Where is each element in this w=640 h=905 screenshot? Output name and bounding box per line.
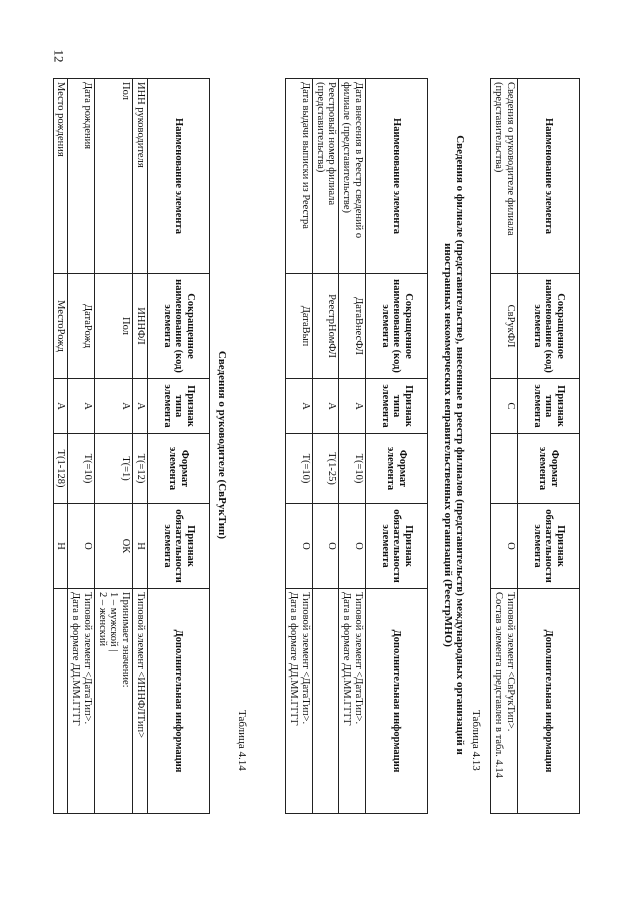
cell-format: T(=10) (286, 434, 313, 504)
cell-format: T(=10) (68, 434, 95, 504)
cell-required: О (313, 504, 340, 589)
cell-required: О (68, 504, 95, 589)
info-line: 2 – женский (96, 592, 108, 647)
col-header-type: Признак типа элемента (366, 379, 428, 434)
cell-code: ИННФЛ (133, 274, 148, 379)
col-header-required: Признак обязательности элемента (518, 504, 580, 589)
cell-name: Дата выдачи выписки из Реестра (286, 79, 313, 274)
cell-format: T(=1) (95, 434, 133, 504)
col-header-info: Дополнительная информация (148, 589, 210, 814)
cell-type: А (95, 379, 133, 434)
col-header-required: Признак обязательности элемента (366, 504, 428, 589)
table-row (95, 79, 133, 814)
cell-info (133, 589, 148, 814)
cell-info (95, 589, 133, 814)
cell-info (313, 589, 340, 814)
table-row (286, 79, 313, 814)
cell-format (491, 434, 518, 504)
cell-code: Пол (95, 274, 133, 379)
cell-info (491, 589, 518, 814)
table-header-row (366, 79, 428, 814)
table-header-row (148, 79, 210, 814)
col-header-format: Формат элемента (366, 434, 428, 504)
col-header-name: Наименование элемента (518, 79, 580, 274)
section-title-line: Сведения о филиале (представительстве), внесенные в реестр филиалов (представительств) международных организаций и (454, 135, 466, 755)
cell-format: T(1-128) (53, 434, 68, 504)
cell-type: А (313, 379, 340, 434)
cell-type: А (53, 379, 68, 434)
table-head-of-branch (491, 78, 581, 814)
info-line: Дата в формате ДД.ММ.ГГГГ (288, 592, 300, 726)
info-line: Типовой элемент <ДатаТип>. (82, 592, 93, 725)
cell-type: А (286, 379, 313, 434)
landscape-content (40, 40, 600, 850)
col-header-name: Наименование элемента (148, 79, 210, 274)
section-title-head: Сведения о руководителе (СвРукТип) (216, 350, 228, 540)
info-line: 1 – мужской | (108, 592, 120, 652)
cell-name: Место рождения (53, 79, 68, 274)
info-line: Дата в формате ДД.ММ.ГГГГ (70, 592, 82, 726)
cell-code: ДатаВып (286, 274, 313, 379)
col-header-info: Дополнительная информация (518, 589, 580, 814)
cell-required: О (491, 504, 518, 589)
cell-type: С (491, 379, 518, 434)
info-line: Типовой элемент <ДатаТип>. (300, 592, 311, 725)
cell-code: ДатаРожд (68, 274, 95, 379)
cell-code: ДатаВнесФЛ (339, 274, 366, 379)
table-registry-mno (286, 78, 429, 814)
cell-required: Н (53, 504, 68, 589)
info-line: Типовой элемент <ИННФЛТип> (135, 592, 146, 738)
info-line: Дата в формате ДД.ММ.ГГГГ (341, 592, 353, 726)
cell-name: Реестровый номер филиала (представительства) (313, 79, 340, 274)
table-row (313, 79, 340, 814)
cell-info (339, 589, 366, 814)
cell-name: Пол (95, 79, 133, 274)
col-header-code: Сокращенное наименование (код) элемента (366, 274, 428, 379)
cell-type: А (68, 379, 95, 434)
cell-format: T(=12) (133, 434, 148, 504)
table-row (339, 79, 366, 814)
cell-type: А (133, 379, 148, 434)
col-header-format: Формат элемента (518, 434, 580, 504)
cell-code: СвРукФЛ (491, 274, 518, 379)
table-row (53, 79, 68, 814)
cell-info (53, 589, 68, 814)
cell-info (286, 589, 313, 814)
cell-required: О (339, 504, 366, 589)
table-label-4-13: Таблица 4.13 (470, 710, 482, 771)
page-number: 12 (51, 49, 67, 63)
cell-type: А (339, 379, 366, 434)
info-line: Типовой элемент <СвРукТип>. (505, 592, 516, 732)
table-header-row (518, 79, 580, 814)
table-row (133, 79, 148, 814)
cell-format: T(1-25) (313, 434, 340, 504)
cell-code: МестоРожд (53, 274, 68, 379)
table-label-4-14: Таблица 4.14 (236, 710, 248, 771)
info-line: Принимает значение: (120, 592, 132, 688)
cell-name: Дата внесения в Реестр сведений о филиале (представительстве) (339, 79, 366, 274)
cell-required: О (286, 504, 313, 589)
table-row (491, 79, 518, 814)
cell-required: Н (133, 504, 148, 589)
col-header-code: Сокращенное наименование (код) элемента (518, 274, 580, 379)
section-title-line: иностранных некоммерческих неправительственных организаций (РеестрМНО) (441, 243, 454, 647)
info-line: Состав элемента представлен в табл. 4.14 (493, 592, 505, 778)
cell-name: Сведения о руководителе филиала (представительства) (491, 79, 518, 274)
section-title-registry (441, 50, 466, 840)
col-header-info: Дополнительная информация (366, 589, 428, 814)
cell-info (68, 589, 95, 814)
cell-name: ИНН руководителя (133, 79, 148, 274)
col-header-format: Формат элемента (148, 434, 210, 504)
info-line: Типовой элемент <ДатаТип>. (353, 592, 364, 725)
col-header-type: Признак типа элемента (518, 379, 580, 434)
table-head-info (53, 78, 210, 814)
cell-required: ОК (95, 504, 133, 589)
cell-code: РеестрНомФЛ (313, 274, 340, 379)
cell-format: T(=10) (339, 434, 366, 504)
col-header-required: Признак обязательности элемента (148, 504, 210, 589)
cell-name: Дата рождения (68, 79, 95, 274)
table-row (68, 79, 95, 814)
col-header-name: Наименование элемента (366, 79, 428, 274)
col-header-code: Сокращенное наименование (код) элемента (148, 274, 210, 379)
col-header-type: Признак типа элемента (148, 379, 210, 434)
